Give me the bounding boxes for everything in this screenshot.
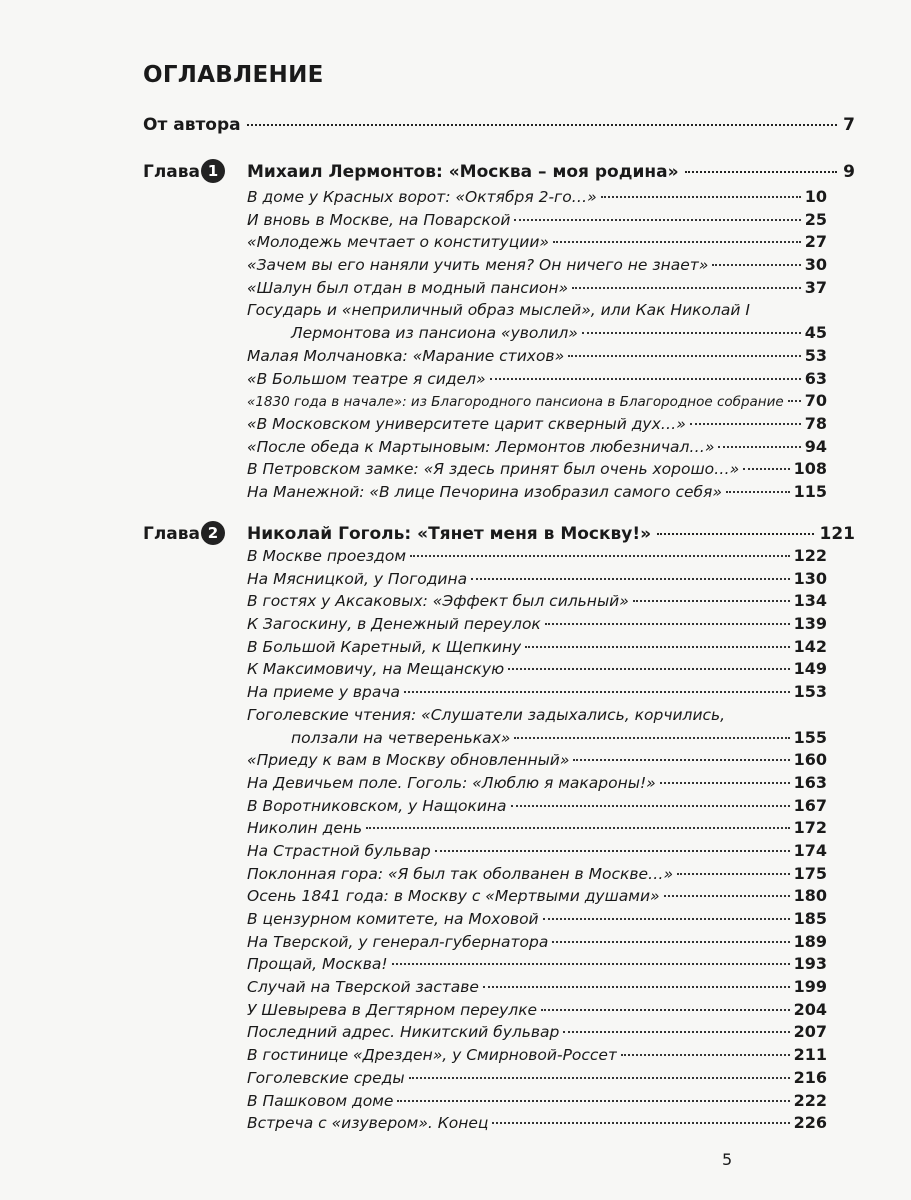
entry-page: 185 xyxy=(793,909,827,928)
toc-entry xyxy=(247,704,827,749)
toc-entry xyxy=(247,908,827,931)
entry-title: Прощай, Москва! xyxy=(247,955,388,974)
entry-title: «Приеду к вам в Москву обновленный» xyxy=(247,751,570,770)
dot-leader xyxy=(718,446,800,448)
dot-leader xyxy=(525,646,789,648)
chapter-entries xyxy=(247,186,827,504)
entry-title: «После обеда к Мартыновым: Лермонтов любезничал…» xyxy=(247,437,715,456)
entry-title: В гостях у Аксаковых: «Эффект был сильный» xyxy=(247,592,629,611)
dot-leader xyxy=(483,986,790,988)
entry-page: 180 xyxy=(793,886,827,906)
entry-page: 70 xyxy=(804,391,827,411)
dot-leader xyxy=(788,400,801,402)
toc-entry xyxy=(247,186,827,209)
entry-page: 175 xyxy=(793,863,827,883)
entry-title: «1830 года в начале»: из Благородного пансиона в Благородное собрание xyxy=(247,394,784,411)
entry-title: Случай на Тверской заставе xyxy=(247,978,479,997)
chapter-page: 9 xyxy=(843,162,855,182)
entry-page: 226 xyxy=(793,1113,827,1133)
entry-title: На Девичьем поле. Гоголь: «Люблю я макароны!» xyxy=(247,773,656,792)
entry-title: Встреча с «изувером». Конец xyxy=(247,1114,489,1133)
entry-continuation xyxy=(247,727,827,750)
entry-page: 142 xyxy=(793,636,827,656)
entry-continuation xyxy=(247,322,827,345)
entry-title: В Москве проездом xyxy=(247,547,407,565)
entry-title: Осень 1841 года: в Москву с «Мертвыми душами» xyxy=(247,887,660,906)
chapter-page: 121 xyxy=(819,524,855,544)
dot-leader xyxy=(572,287,801,289)
toc-entry xyxy=(247,613,827,636)
toc-entry xyxy=(247,999,827,1022)
dot-leader xyxy=(573,759,789,761)
toc-entry xyxy=(247,413,827,436)
entry-page: 139 xyxy=(793,614,827,634)
entry-title: Последний адрес. Никитский бульвар xyxy=(247,1023,560,1042)
entry-page: 122 xyxy=(793,546,827,565)
entry-title: Поклонная гора: «Я был так оболванен в Москве…» xyxy=(247,864,674,883)
dot-leader xyxy=(545,623,790,625)
dot-leader xyxy=(247,124,838,126)
entry-page: 153 xyxy=(793,682,827,702)
dot-leader xyxy=(366,827,789,829)
entry-page: 163 xyxy=(793,772,827,792)
dot-leader xyxy=(660,782,790,784)
entry-title: Гоголевские среды xyxy=(247,1068,405,1087)
entry-title: На Мясницкой, у Погодина xyxy=(247,569,468,588)
entry-page: 222 xyxy=(793,1090,827,1110)
toc-entry xyxy=(247,976,827,999)
dot-leader xyxy=(582,332,801,334)
entry-title-cont: Лермонтова из пансиона «уволил» xyxy=(291,324,578,343)
toc-entry xyxy=(247,681,827,704)
toc-entry xyxy=(247,658,827,681)
entry-title: Малая Молчановка: «Марание стихов» xyxy=(247,346,565,365)
toc-entry xyxy=(247,481,827,504)
entry-page: 189 xyxy=(793,931,827,951)
entry-title: На Страстной бульвар xyxy=(247,841,431,860)
chapter-heading xyxy=(143,522,855,546)
dot-leader xyxy=(621,1054,790,1056)
toc-entry xyxy=(247,458,827,481)
toc-entry xyxy=(247,817,827,840)
entry-page: 130 xyxy=(793,568,827,588)
entry-page: 216 xyxy=(793,1067,827,1087)
entry-page: 172 xyxy=(793,818,827,838)
dot-leader xyxy=(685,171,838,173)
dot-leader xyxy=(552,941,789,943)
entry-page: 10 xyxy=(804,187,827,206)
entry-page: 108 xyxy=(793,459,827,479)
chapter-title: Михаил Лермонтов: «Москва – моя родина» xyxy=(247,162,679,182)
toc-entry xyxy=(247,840,827,863)
dot-leader xyxy=(712,264,800,266)
toc-entry xyxy=(247,368,827,391)
dot-leader xyxy=(409,1077,790,1079)
entry-page: 174 xyxy=(793,840,827,860)
dot-leader xyxy=(743,468,789,470)
dot-leader xyxy=(514,219,800,221)
chapter-label: Глава xyxy=(143,162,200,182)
toc-entry xyxy=(247,1112,827,1135)
entry-page: 211 xyxy=(793,1045,827,1065)
entry-page: 199 xyxy=(793,977,827,997)
dot-leader xyxy=(664,895,790,897)
toc-entry xyxy=(247,863,827,886)
author-label: От автора xyxy=(143,115,241,135)
entry-page: 78 xyxy=(804,413,827,433)
entry-page: 155 xyxy=(793,727,827,747)
toc-entry xyxy=(247,436,827,459)
entry-page: 25 xyxy=(804,209,827,229)
page-number: 5 xyxy=(722,1150,733,1169)
entry-title: «Шалун был отдан в модный пансион» xyxy=(247,278,569,297)
entry-page: 37 xyxy=(804,277,827,297)
toc-entry xyxy=(247,254,827,277)
dot-leader xyxy=(726,491,790,493)
page-title: ОГЛАВЛЕНИЕ xyxy=(143,62,324,88)
entry-title-cont: ползали на четвереньках» xyxy=(291,728,511,747)
entry-title: Гоголевские чтения: «Слушатели задыхались, корчились, xyxy=(247,705,726,724)
entry-title: В гостинице «Дрезден», у Смирновой-Россет xyxy=(247,1046,618,1065)
chapter-heading xyxy=(143,160,855,184)
toc-entry xyxy=(247,772,827,795)
dot-leader xyxy=(601,196,801,198)
chapter-title: Николай Гоголь: «Тянет меня в Москву!» xyxy=(247,524,652,544)
dot-leader xyxy=(563,1031,789,1033)
entry-page: 115 xyxy=(793,481,827,501)
entry-page: 167 xyxy=(793,795,827,815)
dot-leader xyxy=(553,241,801,243)
entry-title: И вновь в Москве, на Поварской xyxy=(247,210,511,229)
entry-page: 160 xyxy=(793,750,827,770)
toc-entry xyxy=(247,636,827,659)
entry-title: В цензурном комитете, на Моховой xyxy=(247,910,539,928)
dot-leader xyxy=(404,691,790,693)
toc-entry xyxy=(247,953,827,976)
dot-leader xyxy=(568,355,801,357)
toc-entry xyxy=(247,795,827,818)
toc-entry xyxy=(247,299,827,344)
entry-title: В Пашковом доме xyxy=(247,1091,394,1110)
entry-page: 193 xyxy=(793,954,827,974)
entry-title: К Максимовичу, на Мещанскую xyxy=(247,660,505,679)
toc-entry xyxy=(247,1090,827,1113)
dot-leader xyxy=(677,873,790,875)
dot-leader xyxy=(490,378,801,380)
toc-entry xyxy=(247,390,827,413)
dot-leader xyxy=(435,850,790,852)
entry-title: «В Большом театре я сидел» xyxy=(247,369,486,388)
toc-entry xyxy=(247,231,827,254)
chapter-number-badge: 2 xyxy=(201,521,225,545)
toc-entry xyxy=(247,885,827,908)
entry-title: На Тверской, у генерал-губернатора xyxy=(247,932,549,951)
toc-entry xyxy=(247,209,827,232)
entry-title: К Загоскину, в Денежный переулок xyxy=(247,615,541,634)
entry-page: 63 xyxy=(804,368,827,388)
entry-page: 30 xyxy=(804,255,827,275)
entry-title: В Петровском замке: «Я здесь принят был очень хорошо…» xyxy=(247,460,740,479)
chapter-number-badge: 1 xyxy=(201,159,225,183)
toc-entry xyxy=(247,931,827,954)
dot-leader xyxy=(508,668,789,670)
entry-page: 204 xyxy=(793,999,827,1019)
entry-title: «Зачем вы его наняли учить меня? Он ничего не знает» xyxy=(247,256,709,275)
toc-entry xyxy=(247,568,827,591)
entry-title: На приеме у врача xyxy=(247,683,401,702)
dot-leader xyxy=(543,918,790,920)
entry-page: 207 xyxy=(793,1022,827,1042)
toc-entry xyxy=(247,749,827,772)
dot-leader xyxy=(492,1122,789,1124)
entry-title: Николин день xyxy=(247,819,363,838)
toc-entry xyxy=(247,1067,827,1090)
dot-leader xyxy=(541,1009,789,1011)
entry-title: В доме у Красных ворот: «Октября 2-го…» xyxy=(247,188,597,206)
toc-entry xyxy=(247,1044,827,1067)
entry-page: 149 xyxy=(793,659,827,679)
entry-title: Государь и «неприличный образ мыслей», или Как Николай I xyxy=(247,301,750,320)
entry-page: 134 xyxy=(793,591,827,611)
dot-leader xyxy=(657,533,813,535)
entry-page: 45 xyxy=(804,323,827,343)
entry-page: 94 xyxy=(804,436,827,456)
toc-entry xyxy=(247,545,827,568)
dot-leader xyxy=(511,805,790,807)
entry-page: 27 xyxy=(804,232,827,252)
dot-leader xyxy=(410,555,790,557)
toc-entry xyxy=(247,1021,827,1044)
author-entry xyxy=(143,115,855,135)
entry-title: «Молодежь мечтает о конституции» xyxy=(247,233,549,252)
dot-leader xyxy=(397,1100,789,1102)
toc-entry xyxy=(247,345,827,368)
chapter-label: Глава xyxy=(143,524,200,544)
entry-title: У Шевырева в Дегтярном переулке xyxy=(247,1000,538,1019)
entry-title: «В Московском университете царит скверный дух…» xyxy=(247,414,686,433)
dot-leader xyxy=(514,737,789,739)
dot-leader xyxy=(690,423,801,425)
toc-entry xyxy=(247,277,827,300)
dot-leader xyxy=(633,600,790,602)
author-page: 7 xyxy=(843,115,855,135)
chapter-entries xyxy=(247,545,827,1135)
entry-page: 53 xyxy=(804,345,827,365)
entry-title: В Воротниковском, у Нащокина xyxy=(247,796,507,815)
entry-title: В Большой Каретный, к Щепкину xyxy=(247,637,522,656)
entry-title: На Манежной: «В лице Печорина изобразил самого себя» xyxy=(247,482,722,501)
dot-leader xyxy=(471,578,789,580)
dot-leader xyxy=(392,963,790,965)
toc-entry xyxy=(247,590,827,613)
